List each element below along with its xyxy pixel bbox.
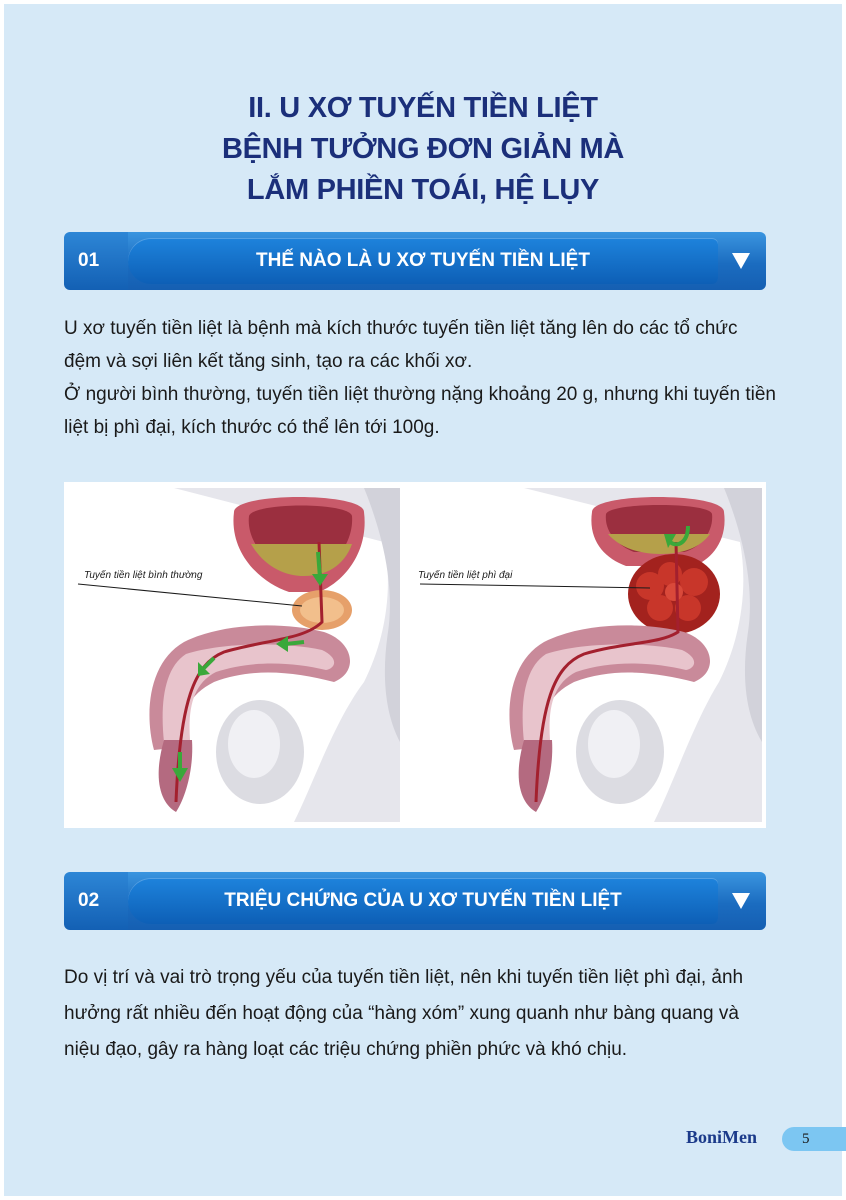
section-2-number: 02 bbox=[64, 872, 144, 930]
section-2-paragraph: Do vị trí và vai trò trọng yếu của tuyến tiền liệt, nên khi tuyến tiền liệt phì đại, ảnh hưởng rất nhiều đến hoạt động của “hàng xóm” xung quanh như bàng quang và niệu đạo, gây ra hàng loạt các triệu chứng phiền phức và khó chịu. bbox=[64, 967, 744, 1060]
page-number: 5 bbox=[782, 1127, 846, 1151]
normal-prostate-image bbox=[70, 488, 400, 822]
section-1-paragraph-1: U xơ tuyến tiền liệt là bệnh mà kích thước tuyến tiền liệt tăng lên do các tổ chức đệm và sợi liên kết tăng sinh, tạo ra các khối xơ. bbox=[64, 318, 738, 372]
label-enlarged-prostate: Tuyến tiền liệt phì đại bbox=[418, 570, 513, 581]
triangle-down-icon[interactable] bbox=[732, 893, 750, 909]
title-line-3: LẮM PHIỀN TOÁI, HỆ LỤY bbox=[246, 174, 600, 206]
section-2-body bbox=[64, 960, 776, 1068]
section-1-body bbox=[64, 312, 776, 444]
title-line-2: BỆNH TƯỞNG ĐƠN GIẢN MÀ bbox=[221, 133, 625, 165]
brand-logo: BoniMen bbox=[686, 1127, 758, 1147]
section-1-number: 01 bbox=[64, 232, 144, 290]
page-title bbox=[0, 88, 846, 211]
section-1-heading: THẾ NÀO LÀ U XƠ TUYẾN TIỀN LIỆT bbox=[256, 250, 590, 271]
section-2-header[interactable] bbox=[64, 872, 766, 930]
prostate-diagram bbox=[64, 482, 766, 828]
label-normal-prostate: Tuyến tiền liệt bình thường bbox=[84, 570, 203, 581]
prostate-illustration bbox=[64, 482, 766, 828]
triangle-down-icon[interactable] bbox=[732, 253, 750, 269]
title-line-1: II. U XƠ TUYẾN TIỀN LIỆT bbox=[248, 92, 598, 124]
enlarged-prostate-image bbox=[412, 488, 762, 822]
section-1-header[interactable] bbox=[64, 232, 766, 290]
section-2-heading: TRIỆU CHỨNG CỦA U XƠ TUYẾN TIỀN LIỆT bbox=[224, 890, 622, 911]
section-1-paragraph-2: Ở người bình thường, tuyến tiền liệt thường nặng khoảng 20 g, nhưng khi tuyến tiền liệt bị phì đại, kích thước có thể lên tới 100g. bbox=[64, 384, 776, 438]
